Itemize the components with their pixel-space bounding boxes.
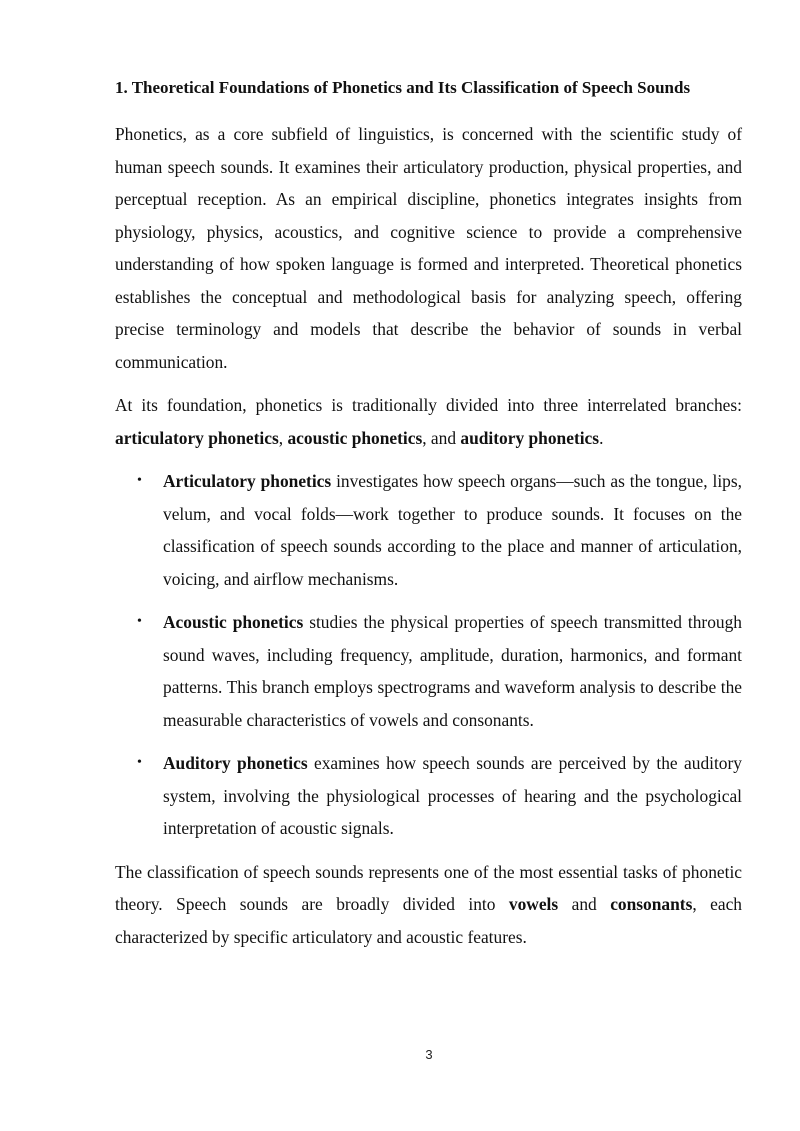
list-item-text: examines how speech sounds are perceived by the auditory system, involving the physiological processes of hearing and the psychological interpretation of acoustic signals. [163,753,742,838]
branches-separator-2: , and [422,427,461,448]
term-consonants: consonants [610,894,693,914]
paragraph-intro: Phonetics, as a core subfield of linguistics, is concerned with the scientific study of human speech sounds. It examines their articulatory production, physical properties, and perceptual reception. As an empirical discipline, phonetics integrates insights from physiology, physics, acoustics, and cognitive science to provide a comprehensive understanding of how spoken language is formed and interpreted. Theoretical phonetics establishes the conceptual and methodological basis for analyzing speech, offering precise terminology and models that describe the behavior of sounds in verbal communication. [115,124,742,372]
page-content [115,76,742,964]
branches-end: . [599,427,604,448]
list-item-acoustic [115,606,742,736]
list-item-text: investigates how speech organs—such as the tongue, lips, velum, and vocal folds—work together to produce sounds. It focuses on the classification of speech sounds according to the place and manner of articulation, voicing, and airflow mechanisms. [163,471,742,589]
term-acoustic: acoustic phonetics [287,427,423,448]
branches-list [115,465,742,845]
bullet-icon: • [137,614,142,629]
classification-separator: and [558,894,611,914]
classification-intro-text: The classification of speech sounds represents one of the most essential tasks of phonetic theory. Speech sounds are broadly divided into [115,861,742,914]
list-item-term: Auditory phonetics [163,753,308,773]
list-item-term: Acoustic phonetics [163,612,304,632]
bullet-icon: • [137,473,142,488]
term-vowels: vowels [508,894,559,914]
list-item-articulatory [115,465,742,595]
paragraph-branches [115,389,742,454]
list-item-auditory [115,747,742,845]
page-number: 3 [425,1047,433,1062]
term-articulatory: articulatory phonetics [115,427,279,448]
paragraph-classification [115,856,742,954]
list-item-term: Articulatory phonetics [163,471,332,491]
list-item-text: studies the physical properties of speech transmitted through sound waves, including frequency, amplitude, duration, harmonics, and formant patterns. This branch employs spectrograms and waveform analysis to describe the measurable characteristics of vowels and consonants. [163,612,742,730]
classification-end: , each characterized by specific articulatory and acoustic features. [115,894,742,947]
branches-separator-1: , [278,427,288,448]
term-auditory: auditory phonetics [460,427,600,448]
branches-intro-text: At its foundation, phonetics is traditionally divided into three interrelated branches: [115,395,742,415]
section-heading: 1. Theoretical Foundations of Phonetics and Its Classification of Speech Sounds [115,78,691,97]
bullet-icon: • [137,755,142,770]
